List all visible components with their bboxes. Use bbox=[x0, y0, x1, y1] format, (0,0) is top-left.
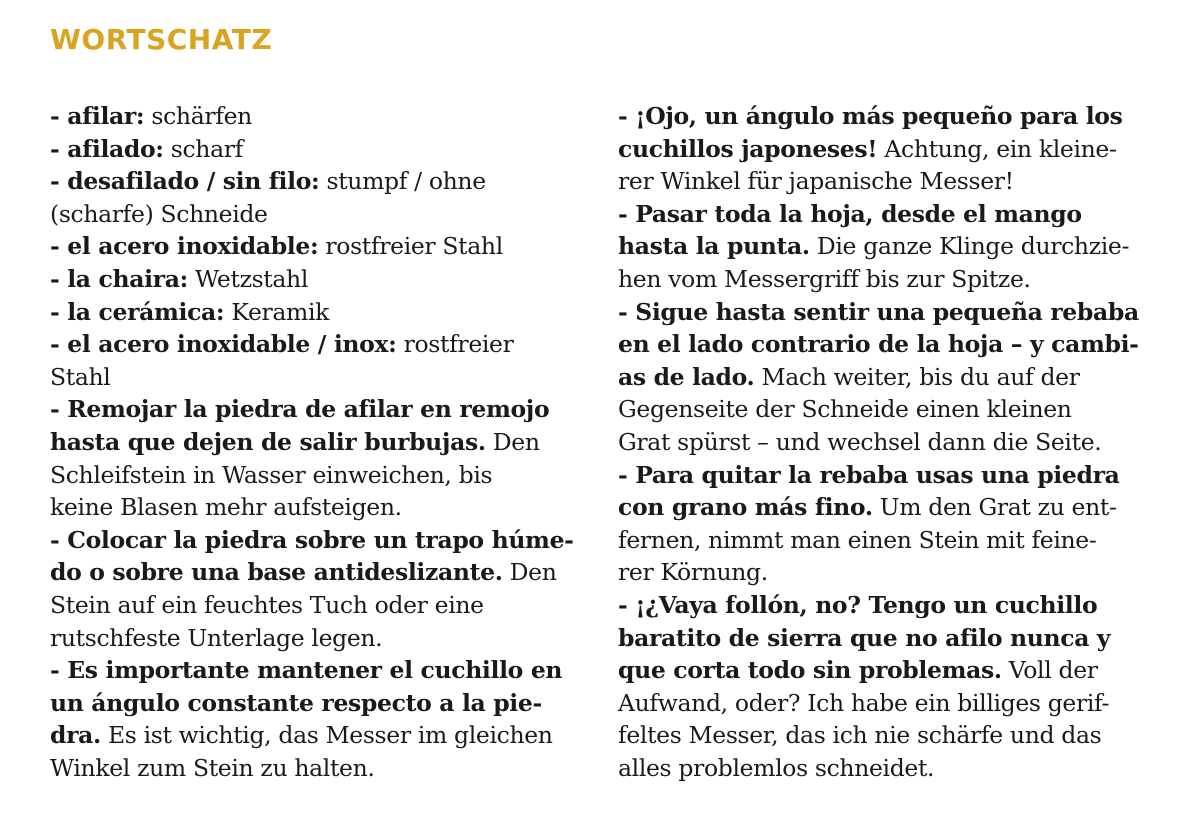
entry-line bbox=[50, 752, 580, 785]
german-translation: rutschfeste Unterlage legen. bbox=[50, 623, 383, 652]
entry-line bbox=[50, 133, 580, 166]
vocabulary-entry bbox=[50, 100, 580, 133]
spanish-phrase: - Sigue hasta sentir una pequeña rebaba bbox=[618, 297, 1139, 326]
german-translation: Den bbox=[485, 427, 540, 456]
entry-line bbox=[50, 296, 580, 329]
entry-line bbox=[618, 491, 1154, 524]
german-translation: fernen, nimmt man einen Stein mit feine- bbox=[618, 525, 1097, 554]
german-translation: rostfreier bbox=[396, 330, 514, 359]
entry-line bbox=[50, 687, 580, 720]
spanish-phrase: do o sobre una base antideslizante. bbox=[50, 558, 503, 587]
spanish-phrase: - Remojar la piedra de afilar en remojo bbox=[50, 395, 550, 424]
entry-line bbox=[618, 263, 1154, 296]
vocabulary-entry bbox=[50, 524, 580, 654]
entry-line bbox=[50, 459, 580, 492]
entry-line bbox=[50, 165, 580, 198]
spanish-phrase: dra. bbox=[50, 721, 101, 750]
spanish-phrase: as de lado. bbox=[618, 362, 755, 391]
entry-line bbox=[618, 328, 1154, 361]
vocabulary-entry bbox=[618, 459, 1154, 589]
entry-line bbox=[50, 230, 580, 263]
vocabulary-entry bbox=[50, 133, 580, 166]
spanish-phrase: baratito de sierra que no afilo nunca y bbox=[618, 623, 1111, 652]
entry-line bbox=[50, 556, 580, 589]
german-translation: Mach weiter, bis du auf der bbox=[754, 362, 1080, 391]
german-translation: rostfreier Stahl bbox=[318, 232, 503, 261]
german-translation: schärfen bbox=[144, 102, 252, 130]
german-translation: Winkel zum Stein zu halten. bbox=[50, 753, 375, 782]
vocabulary-entry bbox=[50, 328, 580, 393]
entry-line bbox=[618, 393, 1154, 426]
entry-line bbox=[50, 654, 580, 687]
german-translation: Es ist wichtig, das Messer im gleichen bbox=[100, 721, 553, 750]
vocabulary-column-right bbox=[618, 100, 1154, 784]
entry-line bbox=[618, 100, 1154, 133]
vocabulary-entry bbox=[618, 589, 1154, 785]
german-translation: stumpf / ohne bbox=[319, 167, 486, 196]
entry-line bbox=[50, 100, 580, 133]
entry-line bbox=[618, 296, 1154, 329]
german-translation: hen vom Messergriff bis zur Spitze. bbox=[618, 264, 1031, 293]
spanish-phrase: - ¡Ojo, un ángulo más pequeño para los bbox=[618, 102, 1123, 130]
spanish-phrase: - el acero inoxidable: bbox=[50, 232, 319, 261]
spanish-phrase: - la chaira: bbox=[50, 264, 188, 293]
entry-line bbox=[50, 719, 580, 752]
spanish-phrase: - Para quitar la rebaba usas una piedra bbox=[618, 460, 1120, 489]
german-translation: keine Blasen mehr aufsteigen. bbox=[50, 493, 402, 522]
entry-line bbox=[50, 589, 580, 622]
entry-line bbox=[618, 622, 1154, 655]
spanish-phrase: - Es importante mantener el cuchillo en bbox=[50, 656, 563, 685]
entry-line bbox=[50, 393, 580, 426]
spanish-phrase: - desafilado / sin filo: bbox=[50, 167, 320, 196]
german-translation: Voll der bbox=[1001, 656, 1098, 685]
entry-line bbox=[618, 165, 1154, 198]
vocabulary-entry bbox=[50, 230, 580, 263]
entry-line bbox=[618, 687, 1154, 720]
german-translation: Aufwand, oder? Ich habe ein billiges gerif- bbox=[618, 688, 1110, 717]
german-translation: scharf bbox=[163, 134, 243, 163]
german-translation: Grat spürst – und wechsel dann die Seite. bbox=[618, 427, 1102, 456]
spanish-phrase: cuchillos japoneses! bbox=[618, 134, 878, 163]
spanish-phrase: - afilar: bbox=[50, 102, 145, 130]
spanish-phrase: que corta todo sin problemas. bbox=[618, 656, 1002, 685]
entry-line bbox=[618, 556, 1154, 589]
german-translation: Um den Grat zu ent- bbox=[872, 493, 1117, 522]
german-translation: Die ganze Klinge durchzie- bbox=[809, 232, 1130, 261]
german-translation: feltes Messer, das ich nie schärfe und das bbox=[618, 721, 1102, 750]
spanish-phrase: - Colocar la piedra sobre un trapo húme- bbox=[50, 525, 574, 554]
spanish-phrase: - el acero inoxidable / inox: bbox=[50, 330, 397, 359]
german-translation: Schleifstein in Wasser einweichen, bis bbox=[50, 460, 493, 489]
german-translation: Wetzstahl bbox=[187, 264, 309, 293]
spanish-phrase: - ¡¿Vaya follón, no? Tengo un cuchillo bbox=[618, 590, 1098, 619]
german-translation: Achtung, ein kleine- bbox=[877, 134, 1117, 163]
german-translation: Gegenseite der Schneide einen kleinen bbox=[618, 395, 1072, 424]
entry-line bbox=[50, 263, 580, 296]
section-heading: WORTSCHATZ bbox=[50, 23, 273, 56]
entry-line bbox=[618, 426, 1154, 459]
vocabulary-entry bbox=[50, 263, 580, 296]
entry-line bbox=[618, 654, 1154, 687]
entry-line bbox=[618, 230, 1154, 263]
german-translation: rer Winkel für japanische Messer! bbox=[618, 167, 1014, 196]
vocabulary-entry bbox=[50, 296, 580, 329]
vocabulary-entry bbox=[618, 100, 1154, 198]
vocabulary-entry bbox=[50, 165, 580, 230]
german-translation: (scharfe) Schneide bbox=[50, 199, 268, 228]
spanish-phrase: en el lado contrario de la hoja – y cambi- bbox=[618, 330, 1139, 359]
entry-line bbox=[618, 198, 1154, 231]
entry-line bbox=[618, 524, 1154, 557]
spanish-phrase: - la cerámica: bbox=[50, 297, 225, 326]
entry-line bbox=[50, 361, 580, 394]
spanish-phrase: - Pasar toda la hoja, desde el mango bbox=[618, 199, 1082, 228]
entry-line bbox=[618, 459, 1154, 492]
entry-line bbox=[50, 198, 580, 231]
spanish-phrase: - afilado: bbox=[50, 134, 164, 163]
vocabulary-entry bbox=[50, 393, 580, 523]
german-translation: Stein auf ein feuchtes Tuch oder eine bbox=[50, 590, 484, 619]
german-translation: Keramik bbox=[224, 297, 330, 326]
vocabulary-entry bbox=[50, 654, 580, 784]
entry-line bbox=[618, 133, 1154, 166]
spanish-phrase: hasta la punta. bbox=[618, 232, 810, 261]
german-translation: Stahl bbox=[50, 362, 111, 391]
entry-line bbox=[50, 491, 580, 524]
entry-line bbox=[50, 622, 580, 655]
vocabulary-entry bbox=[618, 198, 1154, 296]
spanish-phrase: con grano más fino. bbox=[618, 493, 873, 522]
entry-line bbox=[618, 752, 1154, 785]
entry-line bbox=[50, 426, 580, 459]
vocabulary-entry bbox=[618, 296, 1154, 459]
vocabulary-column-left bbox=[50, 100, 580, 784]
entry-line bbox=[50, 328, 580, 361]
spanish-phrase: un ángulo constante respecto a la pie- bbox=[50, 688, 542, 717]
german-translation: rer Körnung. bbox=[618, 558, 768, 587]
german-translation: Den bbox=[502, 558, 557, 587]
entry-line bbox=[50, 524, 580, 557]
spanish-phrase: hasta que dejen de salir burbujas. bbox=[50, 427, 486, 456]
entry-line bbox=[618, 589, 1154, 622]
entry-line bbox=[618, 719, 1154, 752]
entry-line bbox=[618, 361, 1154, 394]
german-translation: alles problemlos schneidet. bbox=[618, 753, 935, 782]
